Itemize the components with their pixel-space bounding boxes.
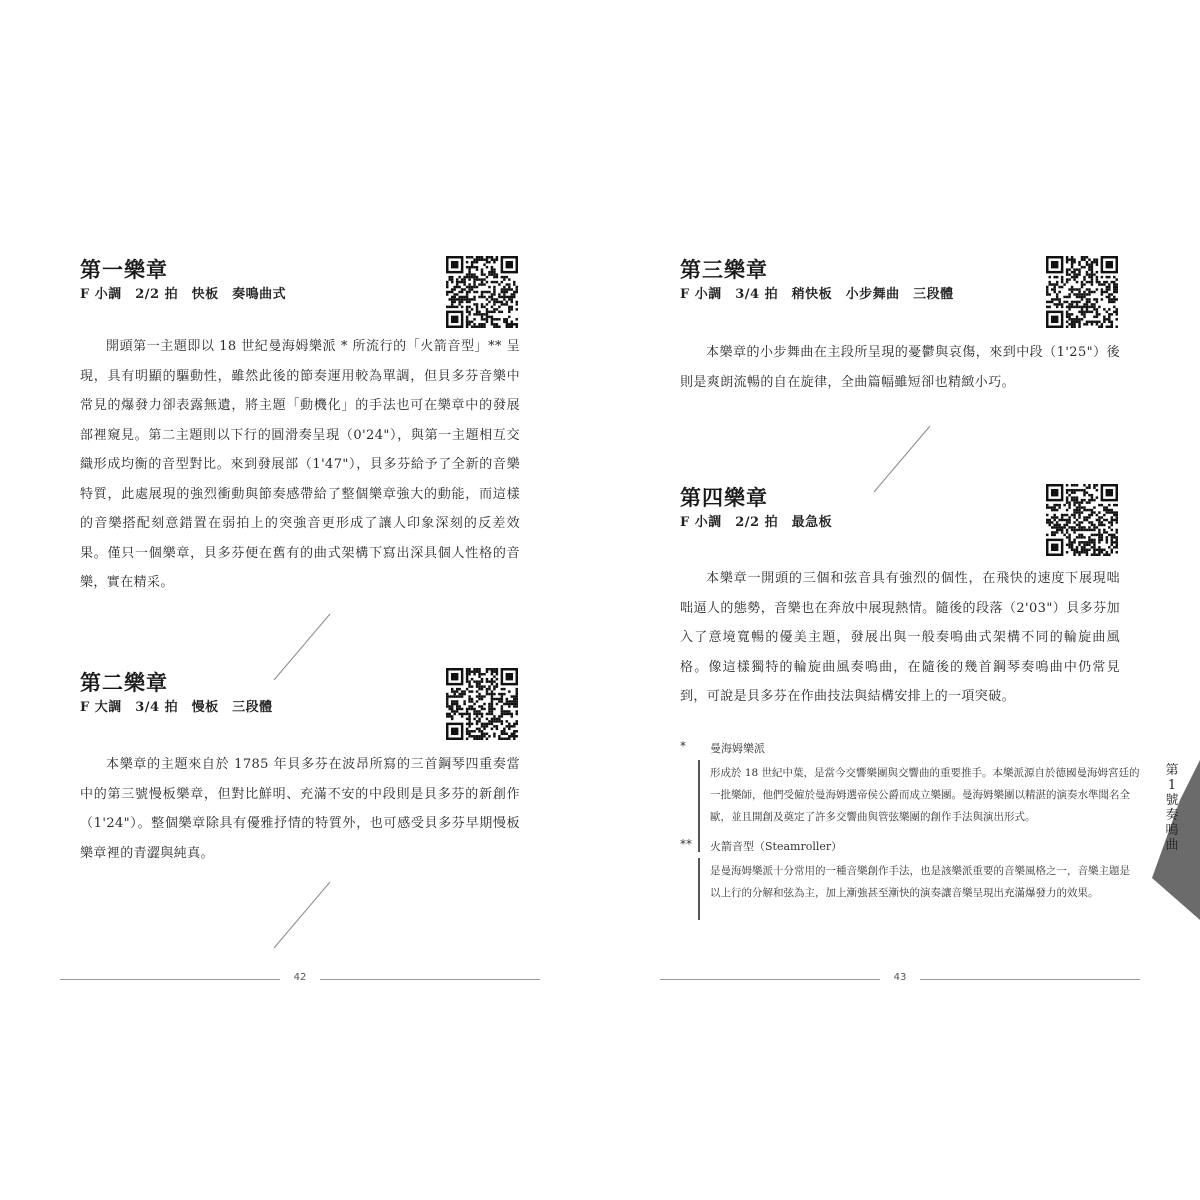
movement-2-meta: F 大調 3/4 拍 慢板 三段體 <box>80 700 273 715</box>
footnote <box>680 740 1140 828</box>
footnote-mark: * <box>680 739 686 753</box>
footnote-description: 是曼海姆樂派十分常用的一種音樂創作手法，也是該樂派重要的音樂風格之一，音樂主題是以上行的分解和弦為主，加上漸強甚至漸快的演奏讓音樂呈現出充滿爆發力的效果。 <box>710 865 1130 899</box>
qr-code-movement-4[interactable] <box>1046 484 1118 556</box>
footnote-mark: ** <box>680 837 692 851</box>
page-footer <box>60 972 540 986</box>
section-divider <box>272 612 332 682</box>
section-divider <box>272 880 332 950</box>
movement-3-paragraph: 本樂章的小步舞曲在主段所呈現的憂鬱與哀傷，來到中段（1'25"）後則是爽朗流暢的自在旋律，全曲篇幅雖短卻也精緻小巧。 <box>680 345 1120 390</box>
section-divider <box>872 424 932 494</box>
movement-4-body <box>680 564 1120 712</box>
footer-rule <box>320 979 540 980</box>
footer-rule <box>60 979 280 980</box>
qr-code-movement-3[interactable] <box>1046 256 1118 328</box>
movement-4-meta: F 小調 2/2 拍 最急板 <box>680 515 833 530</box>
footnotes <box>680 740 1140 914</box>
movement-1-meta: F 小調 2/2 拍 快板 奏鳴曲式 <box>80 287 287 302</box>
footnote-term: 曼海姆樂派 <box>710 742 765 755</box>
movement-4-paragraph: 本樂章一開頭的三個和弦音具有強烈的個性，在飛快的速度下展現咄咄逼人的態勢，音樂也在奔放中展現熱情。隨後的段落（2'03"）貝多芬加入了意境寬暢的優美主題，發展出與一般奏鳴曲式架構不同的輪旋曲風格。像這樣獨特的輪旋曲風奏鳴曲，在隨後的幾首鋼琴奏鳴曲中仍常見到，可說是貝多芬在作曲技法與結構安排上的一項突破。 <box>680 571 1120 704</box>
movement-2-title: 第二樂章 <box>80 670 168 695</box>
footnote-description: 形成於 18 世紀中葉，是當今交響樂團與交響曲的重要推手。本樂派源自於德國曼海姆宮廷的一批樂師，他們受僱於曼海姆選帝侯公爵而成立樂團。曼海姆樂團以精湛的演奏水準聞名全歐，並且開創及奠定了許多交響曲與管弦樂團的創作手法與演出形式。 <box>710 767 1140 823</box>
page-number: 43 <box>893 972 907 983</box>
page-footer <box>660 972 1140 986</box>
footer-rule <box>920 979 1140 980</box>
movement-2-paragraph: 本樂章的主題來自於 1785 年貝多芬在波昂所寫的三首鋼琴四重奏當中的第三號慢板樂章，但對比鮮明、充滿不安的中段則是貝多芬的新創作（1'24"）。整個樂章除具有優雅抒情的特質外，也可感受貝多芬早期慢板樂章裡的青澀與純真。 <box>80 757 520 861</box>
qr-code-movement-1[interactable] <box>446 256 518 328</box>
page-number: 42 <box>293 972 307 983</box>
chapter-side-label: 第1號奏鳴曲 <box>1165 763 1179 853</box>
movement-1-body <box>80 332 520 598</box>
qr-code-movement-2[interactable] <box>446 668 518 740</box>
movement-3-meta: F 小調 3/4 拍 稍快板 小步舞曲 三段體 <box>680 287 954 302</box>
movement-3-title: 第三樂章 <box>680 257 768 282</box>
movement-1-paragraph: 開頭第一主題即以 18 世紀曼海姆樂派 * 所流行的「火箭音型」** 呈現，具有明顯的驅動性，雖然此後的節奏運用較為單調，但貝多芬音樂中常見的爆發力卻表露無遺，將主題「動機化」的手法也可在樂章中的發展部裡窺見。第二主題則以下行的圓滑奏呈現（0'24"），與第一主題相互交織形成均衡的音型對比。來到發展部（1'47"），貝多芬給予了全新的音樂特質，此處展現的強烈衝動與節奏感帶給了整個樂章強大的動能，而這樣的音樂搭配刻意錯置在弱拍上的突強音更形成了讓人印象深刻的反差效果。僅只一個樂章，貝多芬便在舊有的曲式架構下寫出深具個人性格的音樂，實在精采。 <box>80 339 520 590</box>
movement-3-body <box>680 338 1120 397</box>
movement-4-title: 第四樂章 <box>680 485 768 510</box>
footnote-bar <box>698 858 700 920</box>
right-page <box>600 0 1200 1200</box>
movement-1-title: 第一樂章 <box>80 257 168 282</box>
footnote-term: 火箭音型（Steamroller） <box>710 840 843 853</box>
footer-rule <box>660 979 880 980</box>
footnote <box>680 838 1140 904</box>
movement-2-body <box>80 750 520 868</box>
